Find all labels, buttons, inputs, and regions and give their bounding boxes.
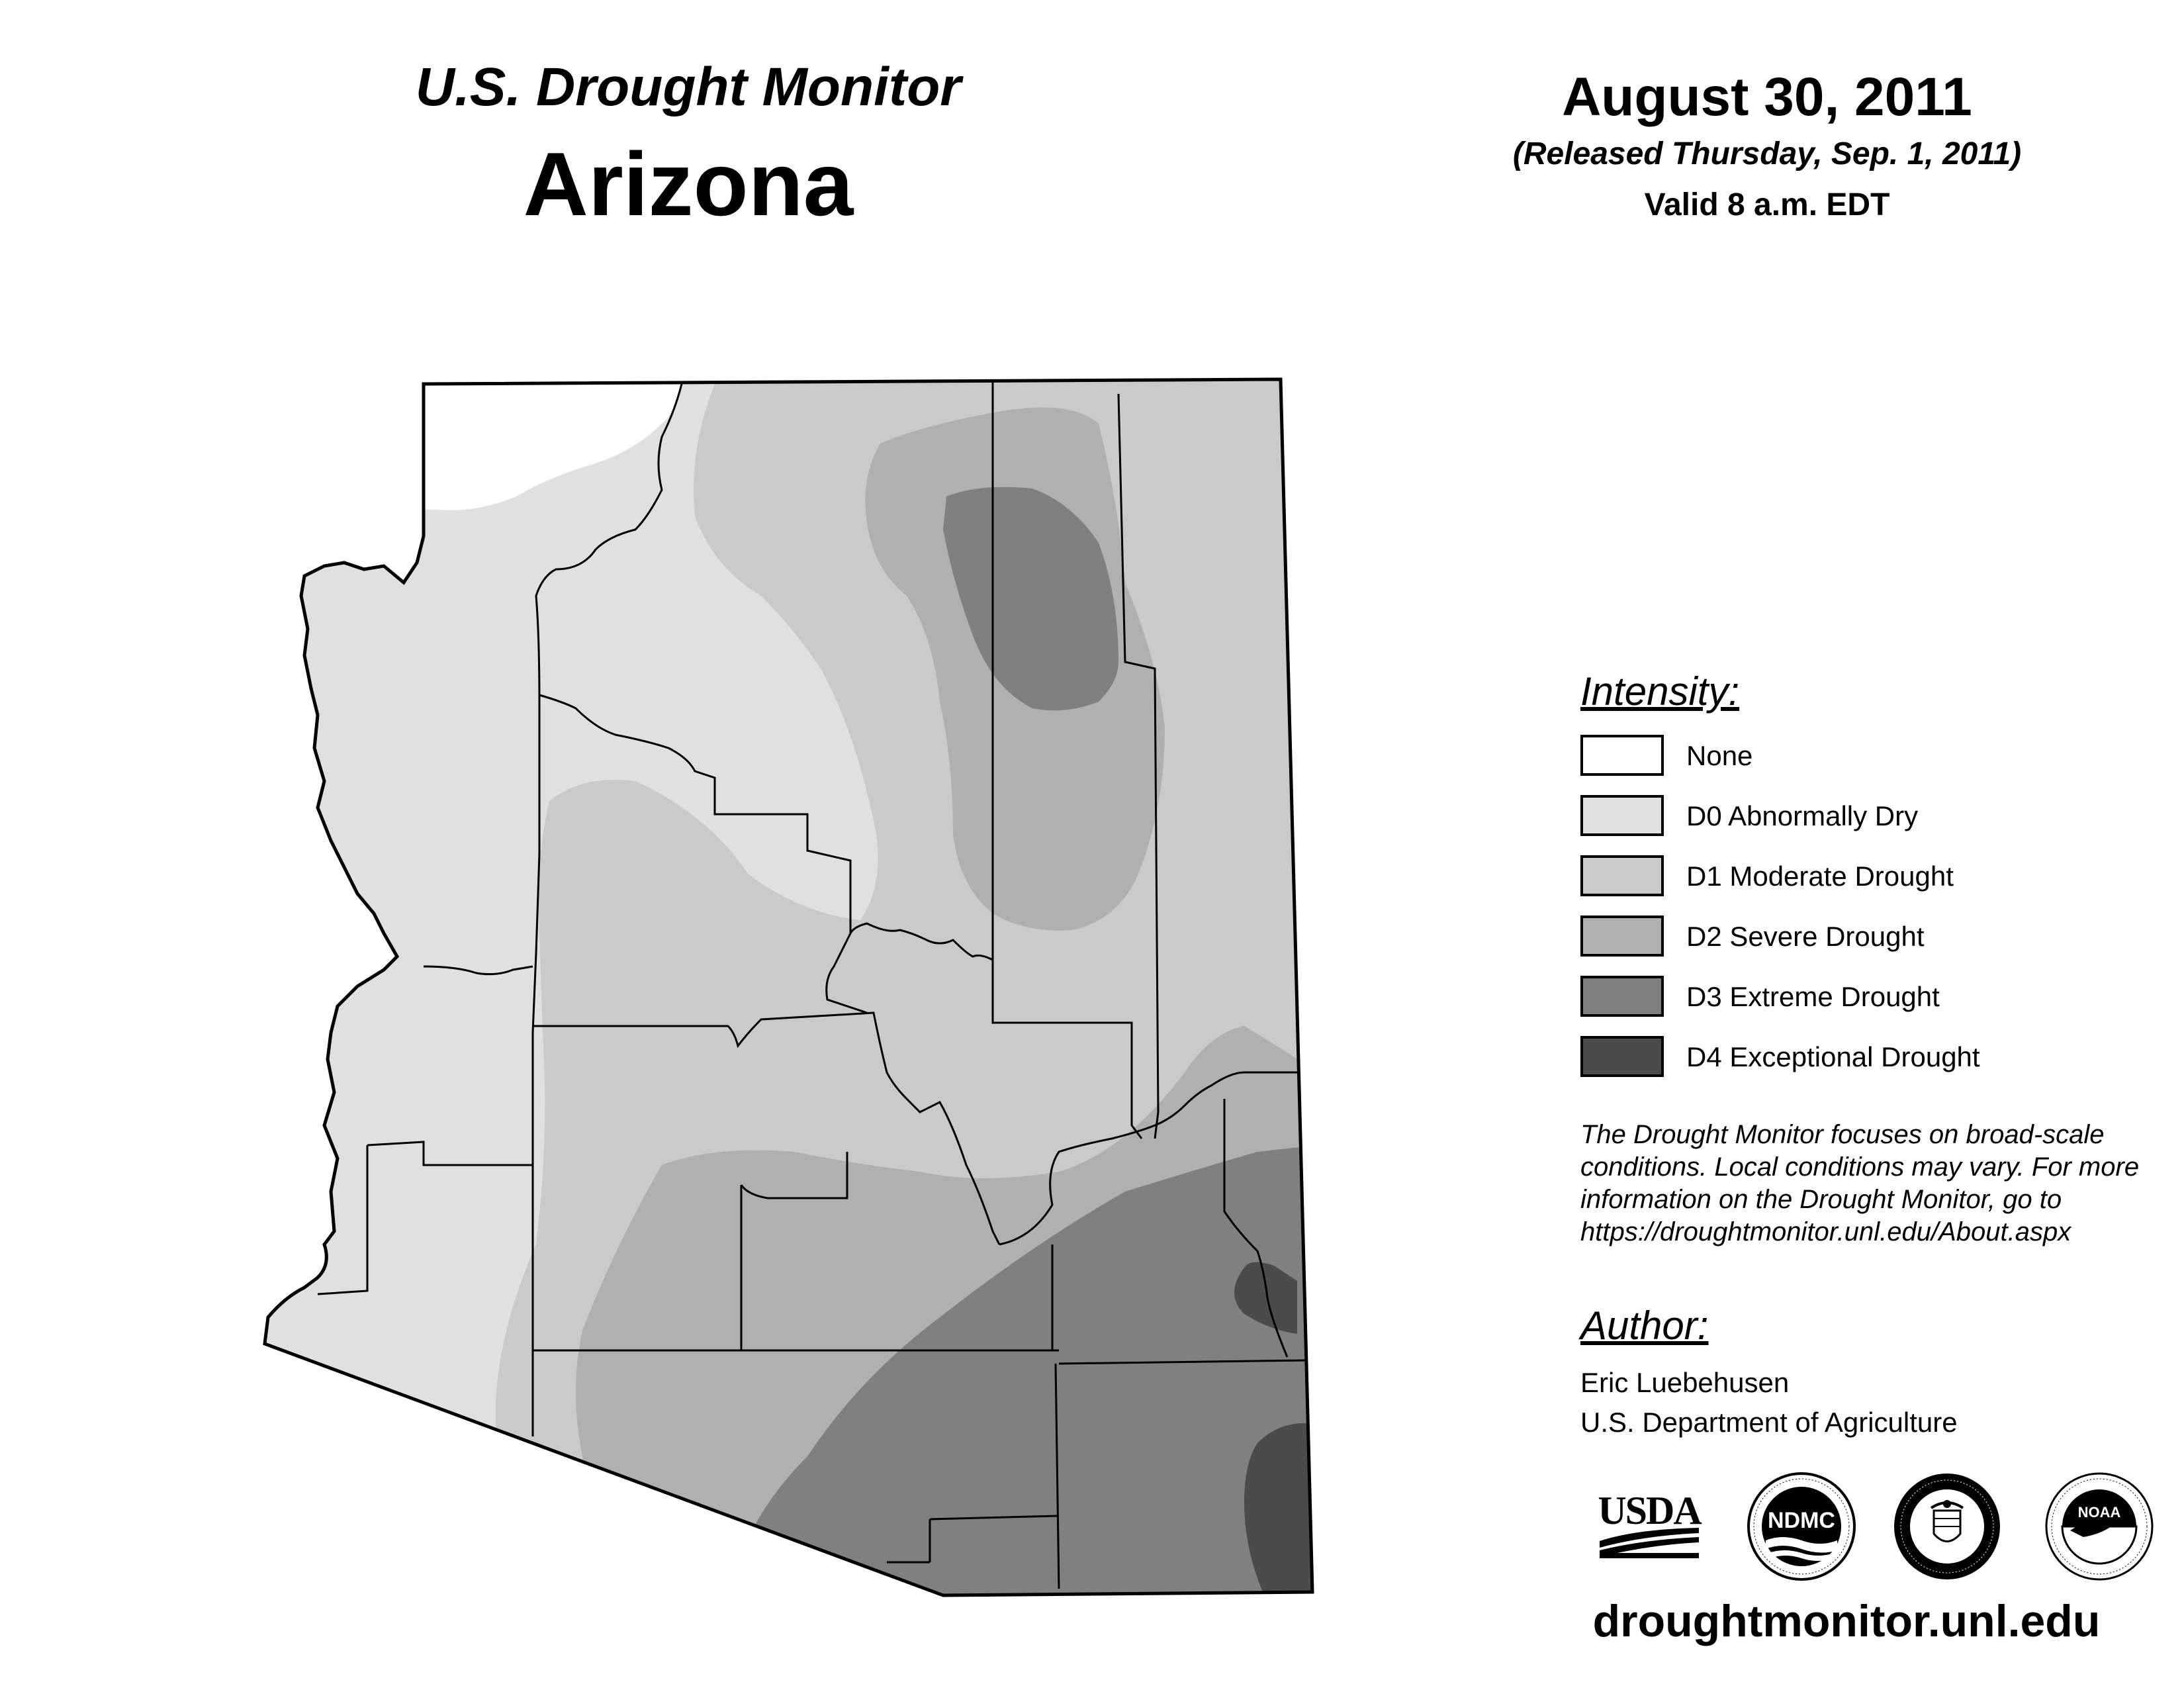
legend-item-d2: [1580, 915, 2176, 962]
author-organization: U.S. Department of Agriculture: [1580, 1407, 1958, 1438]
author-heading: Author:: [1580, 1303, 1709, 1348]
legend-label-d4: D4 Exceptional Drought: [1686, 1041, 1980, 1072]
disclaimer-note: [1580, 1119, 2176, 1248]
legend-item-none: [1580, 735, 2176, 781]
usda-logo[interactable]: [1596, 1488, 1702, 1561]
department-of-commerce-logo[interactable]: [1891, 1471, 2003, 1582]
legend-item-d4: [1580, 1036, 2176, 1082]
noaa-logo-text: NOAA: [2077, 1504, 2121, 1521]
legend-label-d0: D0 Abnormally Dry: [1686, 800, 1919, 831]
legend-heading: Intensity:: [1580, 669, 1740, 714]
legend-item-d1: [1580, 855, 2176, 902]
usda-swoosh-icon: [1596, 1488, 1702, 1561]
legend-swatch-d2: [1580, 915, 1664, 957]
legend-swatch-none: [1580, 735, 1664, 776]
ndmc-seal-icon: [1746, 1471, 1857, 1582]
map-date: August 30, 2011: [1562, 67, 1972, 127]
legend-swatch-d4: [1580, 1036, 1664, 1077]
legend-item-d3: [1580, 976, 2176, 1022]
valid-time: Valid 8 a.m. EDT: [1644, 187, 1890, 222]
ndmc-logo-text: NDMC: [1768, 1508, 1835, 1533]
about-link[interactable]: https://droughtmonitor.unl.edu/About.aspx: [1580, 1217, 2071, 1246]
legend-label-none: None: [1686, 740, 1753, 771]
state-title: Arizona: [523, 134, 854, 234]
commerce-seal-icon: [1891, 1471, 2003, 1582]
legend-label-d3: D3 Extreme Drought: [1686, 981, 1940, 1012]
legend-label-d1: D1 Moderate Drought: [1686, 861, 1954, 892]
ndmc-logo[interactable]: [1746, 1471, 1857, 1582]
author-name: Eric Luebehusen: [1580, 1367, 1790, 1398]
note-line: information on the Drought Monitor, go to: [1580, 1185, 2062, 1214]
noaa-logo[interactable]: [2044, 1471, 2155, 1582]
legend-swatch-d1: [1580, 855, 1664, 896]
release-date: (Released Thursday, Sep. 1, 2011): [1512, 136, 2022, 171]
legend-label-d2: D2 Severe Drought: [1686, 921, 1925, 952]
legend-swatch-d0: [1580, 795, 1664, 836]
map-subtitle: U.S. Drought Monitor: [415, 57, 962, 117]
legend-item-d0: [1580, 795, 2176, 841]
legend-swatch-d3: [1580, 976, 1664, 1017]
noaa-seal-icon: [2044, 1471, 2155, 1582]
note-line: The Drought Monitor focuses on broad-scale: [1580, 1120, 2105, 1149]
note-line: conditions. Local conditions may vary. For more: [1580, 1152, 2140, 1182]
website-link[interactable]: droughtmonitor.unl.edu: [1592, 1596, 2101, 1646]
usda-logo-text: USDA: [1598, 1489, 1701, 1532]
